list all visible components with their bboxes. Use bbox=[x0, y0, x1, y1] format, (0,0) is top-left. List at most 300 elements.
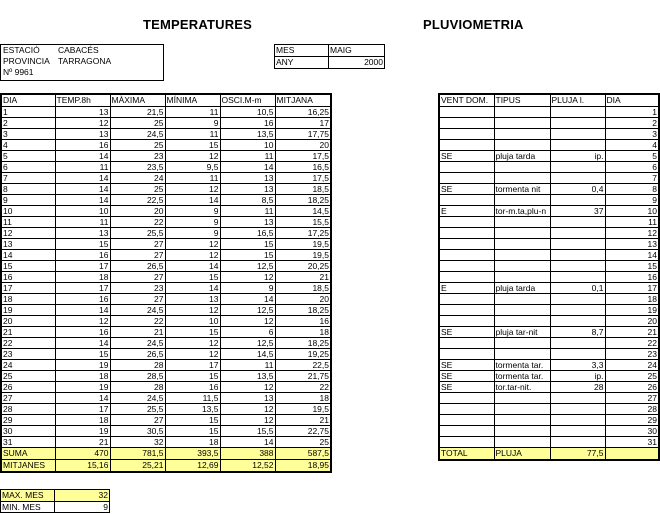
table-cell: SE bbox=[439, 327, 494, 338]
table-cell bbox=[550, 261, 605, 272]
table-cell: 16 bbox=[1, 272, 55, 283]
table-cell: TEMP.8h bbox=[55, 94, 110, 107]
table-cell: 26 bbox=[605, 382, 659, 393]
table-row bbox=[439, 283, 659, 294]
table-cell bbox=[494, 173, 550, 184]
table-cell: 14 bbox=[55, 305, 110, 316]
table-cell: 77,5 bbox=[550, 448, 605, 461]
table-cell: 17,5 bbox=[275, 173, 331, 184]
table-cell bbox=[494, 305, 550, 316]
table-cell: SE bbox=[439, 184, 494, 195]
table-cell: 17 bbox=[1, 283, 55, 294]
table-cell: 22,5 bbox=[275, 360, 331, 371]
table-cell: MÀXIMA bbox=[110, 94, 165, 107]
table-cell bbox=[439, 195, 494, 206]
table-row bbox=[439, 162, 659, 173]
table-cell: 14 bbox=[55, 151, 110, 162]
table-cell: 29 bbox=[1, 415, 55, 426]
table-cell: 4 bbox=[1, 140, 55, 151]
table-row bbox=[439, 426, 659, 437]
table-cell bbox=[439, 228, 494, 239]
table-cell: 21 bbox=[275, 415, 331, 426]
table-row bbox=[1, 338, 331, 349]
table-cell: 17,25 bbox=[275, 228, 331, 239]
table-cell: 28 bbox=[550, 382, 605, 393]
table-cell: 12 bbox=[165, 349, 220, 360]
month-extremes-table bbox=[0, 489, 110, 513]
table-cell bbox=[439, 261, 494, 272]
table-cell bbox=[550, 393, 605, 404]
month-value: MAIG bbox=[329, 45, 385, 57]
table-cell: 27 bbox=[110, 250, 165, 261]
table-cell: 12 bbox=[165, 184, 220, 195]
table-cell: 16 bbox=[275, 316, 331, 327]
table-row bbox=[1, 294, 331, 305]
table-cell bbox=[550, 305, 605, 316]
table-cell bbox=[550, 294, 605, 305]
table-cell: MITJANES bbox=[1, 460, 55, 473]
table-cell: tor-m.ta,plu-n bbox=[494, 206, 550, 217]
table-row bbox=[439, 217, 659, 228]
table-cell: 19,25 bbox=[275, 349, 331, 360]
table-cell: 26,5 bbox=[110, 349, 165, 360]
table-row bbox=[1, 393, 331, 404]
table-cell: 12 bbox=[165, 250, 220, 261]
table-cell bbox=[550, 140, 605, 151]
table-cell bbox=[494, 294, 550, 305]
table-row bbox=[1, 228, 331, 239]
table-cell: 1 bbox=[605, 107, 659, 118]
station-label: ESTACIÓ bbox=[3, 45, 40, 55]
table-cell: 32 bbox=[110, 437, 165, 448]
table-cell bbox=[550, 349, 605, 360]
table-cell: 25,21 bbox=[110, 460, 165, 473]
table-cell: 18 bbox=[55, 371, 110, 382]
table-cell: 13,5 bbox=[220, 129, 275, 140]
table-cell: 19 bbox=[1, 305, 55, 316]
table-cell: 13 bbox=[165, 294, 220, 305]
table-row bbox=[439, 250, 659, 261]
table-cell: 15 bbox=[165, 371, 220, 382]
table-cell: 25 bbox=[110, 140, 165, 151]
table-cell: 17 bbox=[275, 118, 331, 129]
table-row bbox=[439, 195, 659, 206]
table-cell: 17,75 bbox=[275, 129, 331, 140]
table-cell: 12 bbox=[55, 316, 110, 327]
table-cell: 21,75 bbox=[275, 371, 331, 382]
table-cell: ip. bbox=[550, 371, 605, 382]
station-value: CABACÉS bbox=[58, 45, 99, 55]
table-cell bbox=[494, 217, 550, 228]
table-cell: 11 bbox=[55, 162, 110, 173]
table-cell: 14 bbox=[55, 184, 110, 195]
table-cell: 27 bbox=[110, 294, 165, 305]
table-cell: 7 bbox=[605, 173, 659, 184]
table-cell: 12,5 bbox=[220, 338, 275, 349]
table-cell: 8,7 bbox=[550, 327, 605, 338]
table-cell bbox=[550, 415, 605, 426]
table-row bbox=[439, 173, 659, 184]
table-cell bbox=[439, 415, 494, 426]
table-cell: 28 bbox=[1, 404, 55, 415]
table-cell: 15 bbox=[165, 426, 220, 437]
table-cell: 18,25 bbox=[275, 338, 331, 349]
table-header-row bbox=[439, 94, 659, 107]
table-cell: 14 bbox=[55, 173, 110, 184]
table-cell: 19,5 bbox=[275, 404, 331, 415]
table-row bbox=[1, 151, 331, 162]
table-row bbox=[439, 360, 659, 371]
table-cell: 15 bbox=[220, 250, 275, 261]
table-cell: 14 bbox=[55, 338, 110, 349]
table-cell: 13 bbox=[55, 228, 110, 239]
table-cell: 393,5 bbox=[165, 448, 220, 460]
table-cell: 5 bbox=[605, 151, 659, 162]
table-row bbox=[439, 272, 659, 283]
table-cell: 13 bbox=[605, 239, 659, 250]
table-cell: 12 bbox=[220, 316, 275, 327]
table-cell: 16,5 bbox=[275, 162, 331, 173]
table-row bbox=[439, 107, 659, 118]
table-cell: 16 bbox=[605, 272, 659, 283]
table-row bbox=[439, 349, 659, 360]
table-cell: 12 bbox=[165, 239, 220, 250]
table-cell: 24,5 bbox=[110, 393, 165, 404]
table-row bbox=[1, 250, 331, 261]
table-cell bbox=[494, 272, 550, 283]
table-cell: 16 bbox=[220, 118, 275, 129]
table-cell: 3 bbox=[1, 129, 55, 140]
table-cell: 26,5 bbox=[110, 261, 165, 272]
table-cell: 21 bbox=[605, 327, 659, 338]
table-cell: 25 bbox=[110, 118, 165, 129]
table-row bbox=[1, 327, 331, 338]
table-cell: 12,5 bbox=[220, 305, 275, 316]
table-cell: 27 bbox=[1, 393, 55, 404]
table-cell: 15 bbox=[1, 261, 55, 272]
table-row bbox=[1, 283, 331, 294]
table-cell: 28,5 bbox=[110, 371, 165, 382]
table-cell bbox=[550, 437, 605, 448]
table-row bbox=[1, 404, 331, 415]
table-cell: 23 bbox=[605, 349, 659, 360]
table-cell: 25,5 bbox=[110, 404, 165, 415]
total-row bbox=[439, 448, 659, 461]
table-cell: OSCI.M-m bbox=[220, 94, 275, 107]
table-cell: 31 bbox=[1, 437, 55, 448]
table-cell bbox=[550, 272, 605, 283]
table-cell: 9 bbox=[165, 206, 220, 217]
table-cell: 781,5 bbox=[110, 448, 165, 460]
table-cell: 22,5 bbox=[110, 195, 165, 206]
table-cell: 17 bbox=[55, 404, 110, 415]
table-cell: E bbox=[439, 283, 494, 294]
table-cell bbox=[550, 173, 605, 184]
table-cell: 11 bbox=[165, 129, 220, 140]
table-row bbox=[1, 371, 331, 382]
table-cell: 9 bbox=[1, 195, 55, 206]
station-number: Nº 9961 bbox=[3, 67, 34, 77]
table-cell: 15,16 bbox=[55, 460, 110, 473]
table-row bbox=[1, 272, 331, 283]
table-cell: 29 bbox=[605, 415, 659, 426]
table-cell: 14 bbox=[605, 250, 659, 261]
table-cell bbox=[550, 239, 605, 250]
table-cell: TIPUS bbox=[494, 94, 550, 107]
table-row bbox=[439, 184, 659, 195]
table-row bbox=[1, 184, 331, 195]
table-cell: 12 bbox=[165, 338, 220, 349]
table-cell: 16 bbox=[55, 140, 110, 151]
table-cell: 28 bbox=[605, 404, 659, 415]
table-cell: MÍNIMA bbox=[165, 94, 220, 107]
table-row bbox=[1, 316, 331, 327]
table-cell: 13 bbox=[220, 393, 275, 404]
table-cell: 12 bbox=[165, 151, 220, 162]
table-cell: 13 bbox=[220, 184, 275, 195]
table-cell: 19 bbox=[605, 305, 659, 316]
table-cell: 3,3 bbox=[550, 360, 605, 371]
table-cell: 14 bbox=[220, 437, 275, 448]
table-cell: 13 bbox=[1, 239, 55, 250]
table-cell: 19,5 bbox=[275, 250, 331, 261]
table-row bbox=[1, 261, 331, 272]
table-cell: VENT DOM. bbox=[439, 94, 494, 107]
table-row bbox=[1, 360, 331, 371]
table-cell: 18 bbox=[55, 272, 110, 283]
period-table bbox=[274, 44, 385, 69]
table-cell: 26 bbox=[1, 382, 55, 393]
table-cell: 15 bbox=[55, 349, 110, 360]
table-cell: 9 bbox=[220, 283, 275, 294]
table-row bbox=[439, 338, 659, 349]
table-cell: E bbox=[439, 206, 494, 217]
table-cell: 18,25 bbox=[275, 195, 331, 206]
table-cell: 27 bbox=[605, 393, 659, 404]
table-cell: MITJANA bbox=[275, 94, 331, 107]
table-cell: 23 bbox=[110, 151, 165, 162]
year-label: ANY bbox=[275, 57, 329, 69]
table-row bbox=[439, 206, 659, 217]
table-cell: pluja tarda bbox=[494, 151, 550, 162]
table-cell: 15,5 bbox=[275, 217, 331, 228]
station-info-box bbox=[0, 44, 164, 81]
table-cell: 5 bbox=[1, 151, 55, 162]
table-row bbox=[439, 371, 659, 382]
table-cell: 12 bbox=[220, 415, 275, 426]
table-cell bbox=[439, 426, 494, 437]
table-cell: 18,5 bbox=[275, 184, 331, 195]
table-row bbox=[439, 382, 659, 393]
table-cell: 11 bbox=[220, 151, 275, 162]
table-cell bbox=[550, 162, 605, 173]
table-cell: 15,5 bbox=[220, 426, 275, 437]
sum-row bbox=[1, 448, 331, 460]
table-cell: 18 bbox=[1, 294, 55, 305]
table-cell: 14 bbox=[165, 283, 220, 294]
table-cell: 470 bbox=[55, 448, 110, 460]
table-cell bbox=[439, 250, 494, 261]
table-cell: 16 bbox=[55, 250, 110, 261]
table-cell: 16 bbox=[165, 382, 220, 393]
table-cell bbox=[494, 415, 550, 426]
table-row bbox=[439, 261, 659, 272]
table-cell: 12 bbox=[605, 228, 659, 239]
table-cell: 25,5 bbox=[110, 228, 165, 239]
table-cell: 15 bbox=[165, 140, 220, 151]
table-row bbox=[1, 173, 331, 184]
table-cell: tor.tar-nit. bbox=[494, 382, 550, 393]
table-cell: 17 bbox=[55, 283, 110, 294]
table-cell: SE bbox=[439, 360, 494, 371]
table-cell: 14 bbox=[1, 250, 55, 261]
table-cell bbox=[494, 239, 550, 250]
average-row bbox=[1, 460, 331, 473]
table-cell: 14 bbox=[165, 195, 220, 206]
table-cell: 15 bbox=[220, 239, 275, 250]
table-cell: 20 bbox=[1, 316, 55, 327]
table-cell: 24 bbox=[605, 360, 659, 371]
table-cell: 13,5 bbox=[220, 371, 275, 382]
table-cell bbox=[439, 404, 494, 415]
table-cell bbox=[439, 437, 494, 448]
table-cell bbox=[439, 338, 494, 349]
table-row bbox=[1, 206, 331, 217]
table-cell: 13 bbox=[55, 107, 110, 118]
table-cell: 22,75 bbox=[275, 426, 331, 437]
table-cell: 11,5 bbox=[165, 393, 220, 404]
table-cell bbox=[550, 118, 605, 129]
table-row bbox=[1, 437, 331, 448]
table-cell: 11 bbox=[165, 173, 220, 184]
table-cell bbox=[550, 250, 605, 261]
table-cell: 10 bbox=[165, 316, 220, 327]
table-cell bbox=[550, 228, 605, 239]
table-cell: 13,5 bbox=[165, 404, 220, 415]
table-cell bbox=[494, 195, 550, 206]
table-cell: 17 bbox=[55, 261, 110, 272]
table-cell bbox=[494, 118, 550, 129]
table-cell bbox=[550, 404, 605, 415]
table-cell bbox=[494, 162, 550, 173]
table-cell: tormenta tar. bbox=[494, 371, 550, 382]
table-cell: tormenta tar. bbox=[494, 360, 550, 371]
table-cell: 19 bbox=[55, 426, 110, 437]
table-cell: 22 bbox=[605, 338, 659, 349]
table-cell: TOTAL bbox=[439, 448, 494, 461]
table-cell bbox=[439, 140, 494, 151]
table-cell: 23,5 bbox=[110, 162, 165, 173]
table-row bbox=[1, 382, 331, 393]
table-cell bbox=[439, 272, 494, 283]
table-cell: 0,4 bbox=[550, 184, 605, 195]
table-row bbox=[1, 107, 331, 118]
province-value: TARRAGONA bbox=[58, 56, 112, 66]
table-cell: 25 bbox=[275, 437, 331, 448]
table-cell: 7 bbox=[1, 173, 55, 184]
min-month-value: 9 bbox=[55, 502, 110, 513]
table-cell: 12 bbox=[220, 404, 275, 415]
table-cell: 9 bbox=[165, 217, 220, 228]
table-cell: 19 bbox=[55, 360, 110, 371]
table-cell bbox=[439, 107, 494, 118]
table-cell: 15 bbox=[165, 415, 220, 426]
table-cell: 11 bbox=[605, 217, 659, 228]
table-cell: 587,5 bbox=[275, 448, 331, 460]
table-cell: 10 bbox=[605, 206, 659, 217]
table-cell: 24,5 bbox=[110, 305, 165, 316]
table-cell bbox=[439, 316, 494, 327]
table-cell: 16 bbox=[55, 294, 110, 305]
table-cell: 15 bbox=[605, 261, 659, 272]
table-cell: 25 bbox=[110, 184, 165, 195]
table-row bbox=[1, 129, 331, 140]
temperatures-table bbox=[0, 93, 332, 473]
table-cell: 25 bbox=[1, 371, 55, 382]
table-cell bbox=[494, 129, 550, 140]
table-cell bbox=[494, 338, 550, 349]
table-cell: 12 bbox=[165, 305, 220, 316]
table-cell: 30,5 bbox=[110, 426, 165, 437]
table-cell bbox=[439, 118, 494, 129]
table-cell bbox=[494, 437, 550, 448]
table-cell: 16,25 bbox=[275, 107, 331, 118]
table-cell bbox=[550, 426, 605, 437]
table-cell bbox=[550, 107, 605, 118]
table-cell: 16 bbox=[55, 327, 110, 338]
table-cell: 4 bbox=[605, 140, 659, 151]
table-cell: 12,69 bbox=[165, 460, 220, 473]
table-row bbox=[1, 217, 331, 228]
table-cell: SE bbox=[439, 382, 494, 393]
table-cell: 11 bbox=[220, 206, 275, 217]
table-cell: 21 bbox=[275, 272, 331, 283]
table-cell bbox=[494, 107, 550, 118]
table-cell: 14,5 bbox=[220, 349, 275, 360]
table-cell bbox=[439, 162, 494, 173]
table-cell: 12,5 bbox=[220, 261, 275, 272]
table-cell bbox=[550, 217, 605, 228]
table-row bbox=[439, 129, 659, 140]
table-cell: 0,1 bbox=[550, 283, 605, 294]
table-cell: 18,5 bbox=[275, 283, 331, 294]
table-cell: 20,25 bbox=[275, 261, 331, 272]
month-label: MES bbox=[275, 45, 329, 57]
table-cell: 24 bbox=[1, 360, 55, 371]
table-cell: 15 bbox=[165, 327, 220, 338]
table-cell: 30 bbox=[1, 426, 55, 437]
table-cell: 11 bbox=[220, 360, 275, 371]
table-row bbox=[1, 195, 331, 206]
table-cell: DIA bbox=[605, 94, 659, 107]
table-row bbox=[439, 118, 659, 129]
table-cell: 15 bbox=[55, 239, 110, 250]
table-row bbox=[1, 140, 331, 151]
table-row bbox=[1, 349, 331, 360]
table-cell bbox=[494, 393, 550, 404]
table-cell: 6 bbox=[1, 162, 55, 173]
table-row bbox=[1, 239, 331, 250]
table-cell: 20 bbox=[275, 294, 331, 305]
table-cell: 8 bbox=[605, 184, 659, 195]
table-cell: PLUJA l. bbox=[550, 94, 605, 107]
pluviometria-table bbox=[438, 93, 660, 461]
table-cell bbox=[439, 294, 494, 305]
table-cell: 27 bbox=[110, 415, 165, 426]
table-cell: 21,5 bbox=[110, 107, 165, 118]
table-cell: 20 bbox=[605, 316, 659, 327]
table-cell bbox=[439, 217, 494, 228]
